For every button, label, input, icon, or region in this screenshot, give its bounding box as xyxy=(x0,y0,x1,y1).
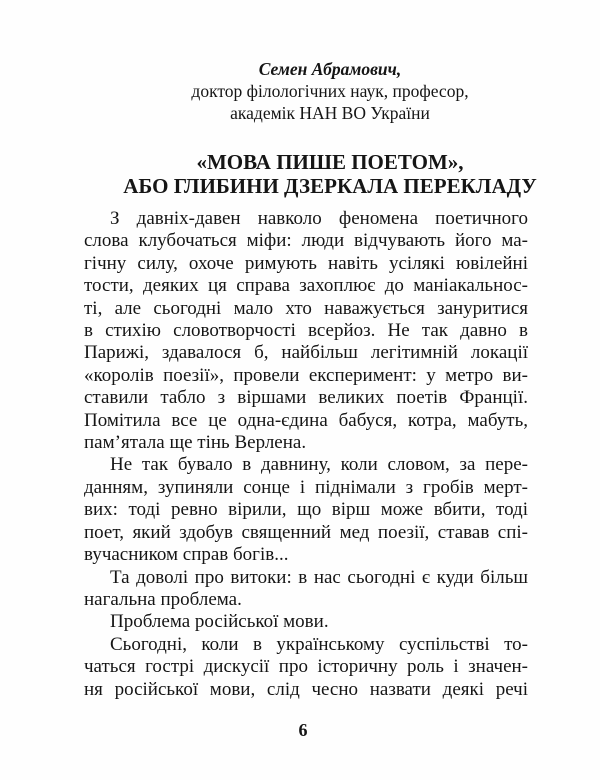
body-line: нагальна проблема. xyxy=(84,588,242,610)
body-line: вучасником справ богів... xyxy=(84,544,289,566)
body-line: Сьогодні, коли в українському суспільстві то- xyxy=(110,633,528,655)
body-line: Не так бувало в давнину, коли словом, за пере- xyxy=(110,454,528,476)
body-line: чаться гострі дискусії про історичну роль і значен- xyxy=(84,656,528,678)
body-line: данням, зупиняли сонце і піднімали з гробів мерт- xyxy=(84,476,528,498)
body-line: ня російської мови, слід чесно назвати деякі речі xyxy=(84,678,528,700)
body-line: в стихію словотворчості всерйоз. Не так давно в xyxy=(84,320,528,342)
body-line: ставили табло з віршами великих поетів Франції. xyxy=(84,387,528,409)
body-line: вих: тоді ревно вірили, що вірш може вбити, тоді xyxy=(84,499,528,521)
article-title xyxy=(0,150,600,198)
body-line: гічну силу, охоче римують навіть усілякі ювілейні xyxy=(84,252,528,274)
body-line: тости, деяких ця справа захоплює до маніакальнос- xyxy=(84,275,528,297)
body-line: «королів поезії», провели експеримент: у метро ви- xyxy=(84,364,528,386)
body-line: Парижі, здавалося б, найбільш легітимній локації xyxy=(84,342,528,364)
author-title: академік НАН ВО України xyxy=(230,103,430,123)
page-number: 6 xyxy=(298,720,308,740)
body-line: Помітила все це одна-єдина бабуся, котра, мабуть, xyxy=(84,409,528,431)
body-line: З давніх-давен навколо феномена поетичного xyxy=(110,208,528,229)
author-name: Семен Абрамович, xyxy=(258,59,402,79)
author-degree: доктор філологічних наук, професор, xyxy=(191,81,469,101)
author-block xyxy=(0,58,600,124)
article-body xyxy=(84,208,528,701)
body-line: пам’ятала ще тінь Верлена. xyxy=(84,432,307,454)
article-title-line-1: «МОВА ПИШЕ ПОЕТОМ», xyxy=(196,150,464,174)
body-line: Та доволі про витоки: в нас сьогодні є куди більш xyxy=(110,566,528,588)
body-line: поет, який здобув священний мед поезії, ставав спі- xyxy=(84,521,528,543)
article-title-line-2: АБО ГЛИБИНИ ДЗЕРКАЛА ПЕРЕКЛАДУ xyxy=(123,174,537,198)
body-line: ті, але сьогодні мало хто наважується зануритися xyxy=(84,297,528,319)
body-line: слова клубочаться міфи: люди відчувають його ма- xyxy=(84,230,528,252)
body-line: Проблема російської мови. xyxy=(110,611,329,633)
